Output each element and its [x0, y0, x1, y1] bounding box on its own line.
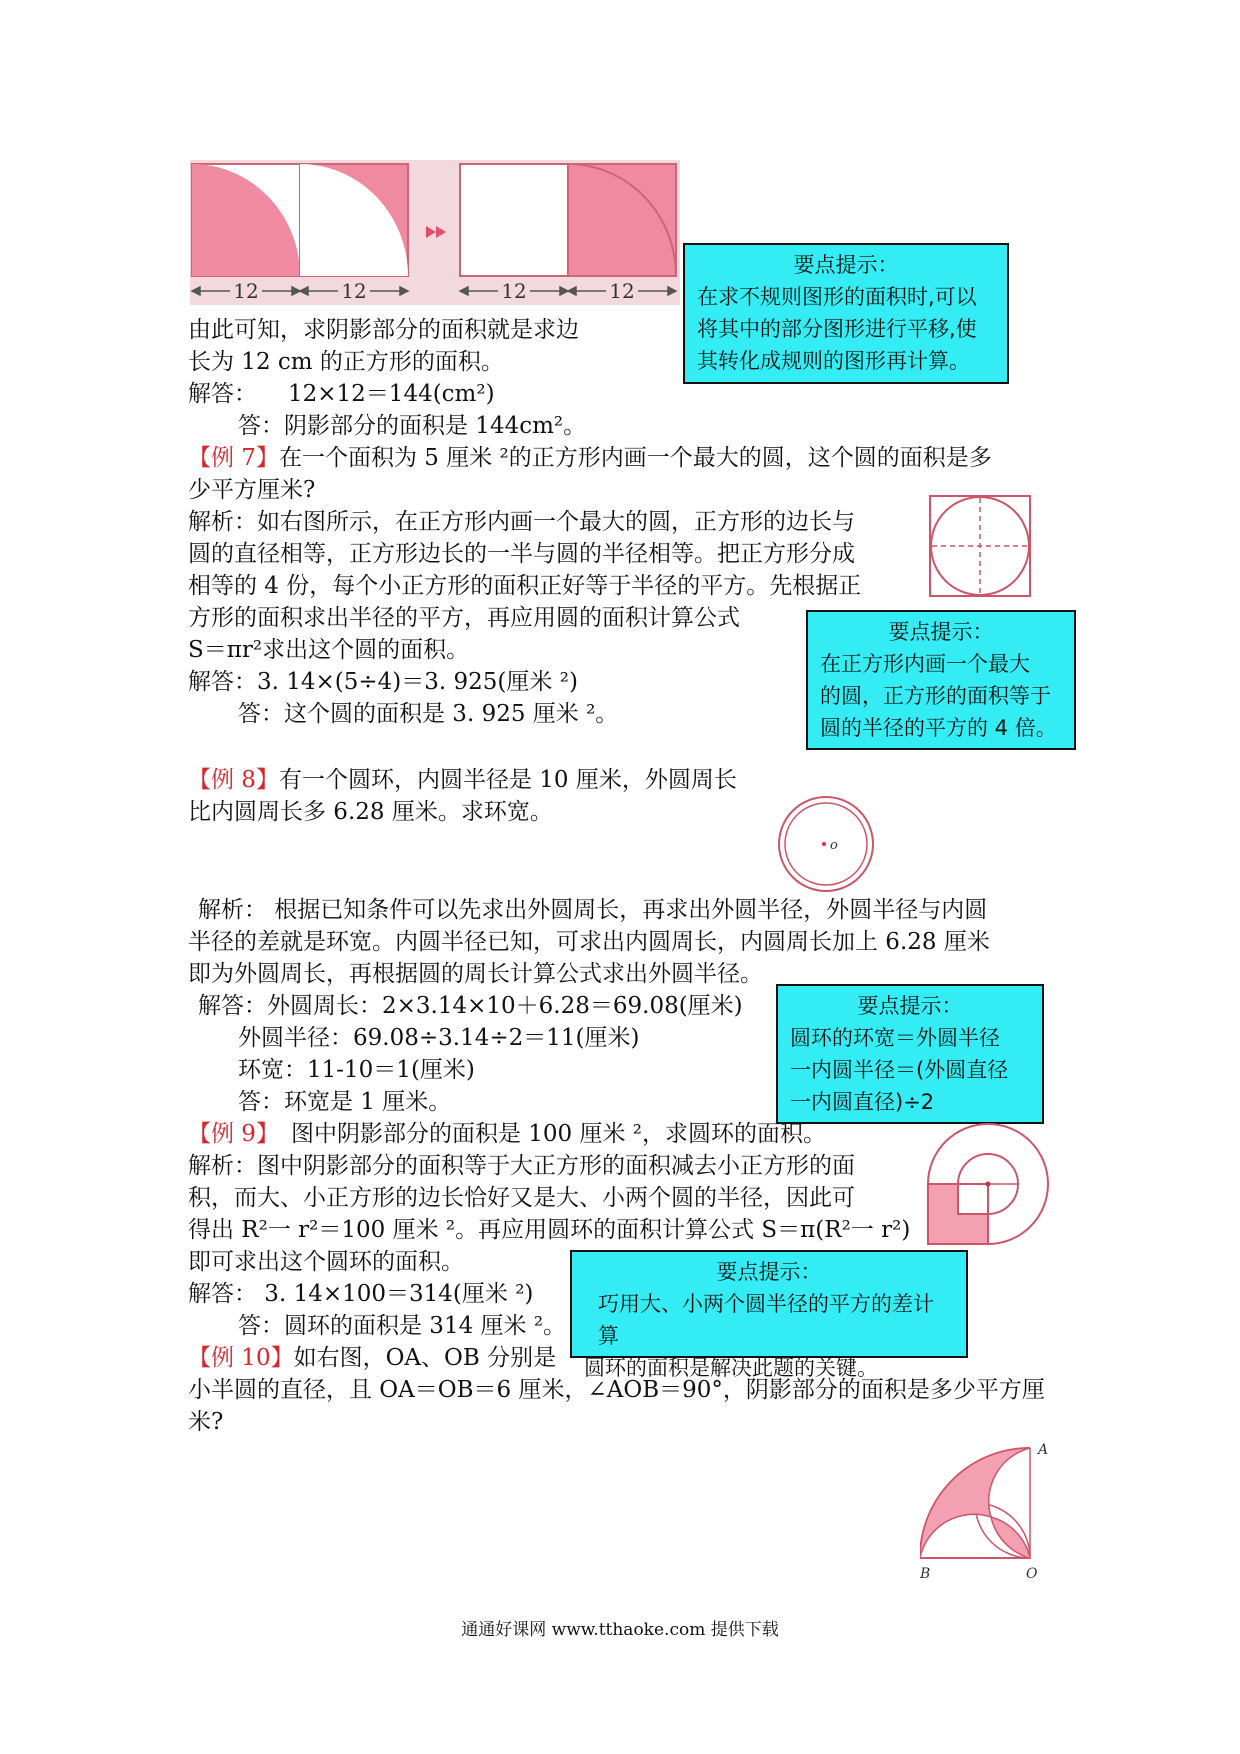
answer-final: 答：阴影部分的面积是 144cm²。	[238, 413, 587, 439]
ex7-q2: 少平方厘米?	[188, 477, 316, 503]
answer-label: 解答：	[188, 381, 257, 407]
tip-title: 要点提示：	[716, 1260, 822, 1284]
tip-line: 一内圆半径＝(外圆直径	[790, 1058, 1009, 1082]
tip-line: 圆的半径的平方的 4 倍。	[820, 716, 1057, 740]
point-a-label: A	[1038, 1442, 1049, 1458]
ex8-analysis: 解析： 根据已知条件可以先求出外圆周长，再求出外圆半径，外圆半径与内圆	[198, 897, 988, 923]
tip-line: 圆环的环宽＝外圆半径	[790, 1026, 1000, 1050]
ex7-final: 答：这个圆的面积是 3. 925 厘米 ²。	[238, 701, 619, 727]
ex8-question	[188, 764, 737, 796]
ex10-q1: 如右图，OA、OB 分别是	[293, 1345, 557, 1371]
intro-line: 长为 12 cm 的正方形的面积。	[188, 349, 504, 375]
ex8-solution: 环宽：11-10＝1(厘米)	[238, 1057, 475, 1083]
ex8-final: 答：环宽是 1 厘米。	[238, 1089, 452, 1115]
ex10-question	[188, 1342, 556, 1374]
point-b-label: B	[920, 1566, 931, 1582]
tip-title: 要点提示：	[857, 994, 963, 1018]
dim-label: 12	[341, 279, 367, 303]
ex7-analysis: 圆的直径相等，正方形边长的一半与圆的半径相等。把正方形分成	[188, 541, 855, 567]
ex8-solution: 外圆半径：69.08÷3.14÷2＝11(厘米)	[238, 1025, 640, 1051]
footer: 通通好课网 www.tthaoke.com 提供下载	[461, 1620, 779, 1640]
point-o-label: O	[1026, 1566, 1038, 1582]
dim-label: 12	[501, 279, 527, 303]
intro-line: 由此可知，求阴影部分的面积就是求边	[188, 317, 579, 343]
ex10-q3: 米?	[188, 1409, 224, 1435]
ex7-question	[188, 442, 992, 474]
ex8-analysis: 半径的差就是环宽。内圆半径已知，可求出内圆周长，内圆周长加上 6.28 厘米	[188, 929, 990, 955]
ex8-solution: 解答：外圆周长：2×3.14×10＋6.28＝69.08(厘米)	[198, 993, 743, 1019]
dim-label: 12	[233, 279, 259, 303]
tip-box-2	[806, 610, 1076, 750]
ex9-tag: 【例 9】	[188, 1121, 279, 1147]
answer-calc: 12×12＝144(cm²)	[288, 381, 495, 407]
center-label: o	[830, 838, 838, 853]
ex8-tag: 【例 8】	[188, 767, 279, 793]
ex9-analysis: 积，而大、小正方形的边长恰好又是大、小两个圆的半径，因此可	[188, 1185, 855, 1211]
ex8-q2: 比内圆周长多 6.28 厘米。求环宽。	[188, 799, 553, 825]
ex9-analysis: 即可求出这个圆环的面积。	[188, 1249, 464, 1275]
ex7-analysis: 方形的面积求出半径的平方，再应用圆的面积计算公式	[188, 605, 740, 631]
annulus-figure	[776, 794, 876, 894]
translation-figure	[190, 160, 680, 305]
circle-in-square-figure	[928, 494, 1032, 598]
ex9-question	[188, 1118, 826, 1150]
ex7-analysis: 解析：如右图所示，在正方形内画一个最大的圆，正方形的边长与	[188, 509, 855, 535]
tip-line: 圆环的面积是解决此题的关键。	[584, 1356, 878, 1380]
ex9-analysis: 得出 R²一 r²＝100 厘米 ²。再应用圆环的面积计算公式 S＝π(R²一 r²)	[188, 1217, 911, 1243]
ex10-q2: 小半圆的直径，且 OA＝OB＝6 厘米，∠AOB＝90°，阴影部分的面积是多少平方厘	[188, 1377, 1045, 1403]
ex10-tag: 【例 10】	[188, 1345, 294, 1371]
tip-line: 在正方形内画一个最大	[820, 652, 1030, 676]
dim-label: 12	[609, 279, 635, 303]
tip-title: 要点提示：	[793, 253, 899, 277]
tip-line: 的圆，正方形的面积等于	[820, 684, 1051, 708]
tip-line: 将其中的部分图形进行平移,使	[697, 317, 977, 341]
tip-line: 在求不规则图形的面积时,可以	[697, 285, 977, 309]
quarter-circle-figure	[920, 1440, 1054, 1582]
ex9-q: 图中阴影部分的面积是 100 厘米 ²，求圆环的面积。	[290, 1121, 827, 1147]
annulus-square-figure	[926, 1122, 1050, 1246]
tip-box-4	[570, 1250, 968, 1380]
ex9-answer: 解答： 3. 14×100＝314(厘米 ²)	[188, 1281, 534, 1307]
ex8-analysis: 即为外圆周长，再根据圆的周长计算公式求出外圆半径。	[188, 961, 763, 987]
ex7-analysis: S＝πr²求出这个圆的面积。	[188, 637, 470, 663]
tip-box-3	[776, 984, 1044, 1124]
tip-line: 一内圆直径)÷2	[790, 1090, 935, 1114]
ex7-tag: 【例 7】	[188, 445, 279, 471]
tip-box-1	[683, 243, 1009, 384]
tip-title: 要点提示：	[888, 620, 994, 644]
ex8-q1: 有一个圆环，内圆半径是 10 厘米，外圆周长	[278, 767, 737, 793]
ex7-answer: 解答：3. 14×(5÷4)＝3. 925(厘米 ²)	[188, 669, 578, 695]
tip-line: 其转化成规则的图形再计算。	[697, 349, 970, 373]
tip-line: 巧用大、小两个圆半径的平方的差计算	[598, 1292, 934, 1348]
ex7-q1: 在一个面积为 5 厘米 ²的正方形内画一个最大的圆，这个圆的面积是多	[278, 445, 992, 471]
ex9-analysis: 解析：图中阴影部分的面积等于大正方形的面积减去小正方形的面	[188, 1153, 855, 1179]
ex7-analysis: 相等的 4 份，每个小正方形的面积正好等于半径的平方。先根据正	[188, 573, 862, 599]
ex9-final: 答：圆环的面积是 314 厘米 ²。	[238, 1313, 567, 1339]
